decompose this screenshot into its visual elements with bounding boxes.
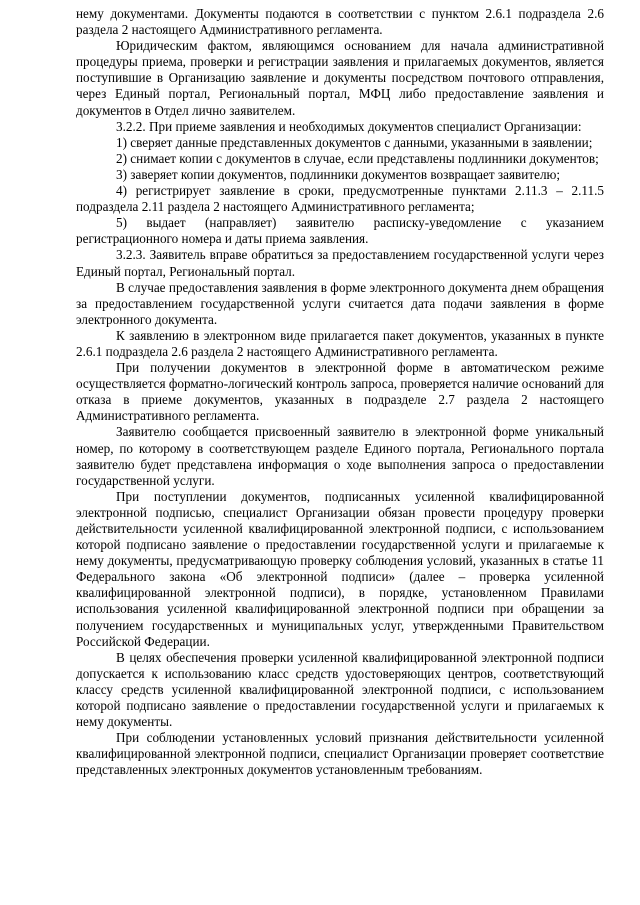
paragraph-3-2-2: 3.2.2. При приеме заявления и необходимых документов специалист Организации: [116,118,582,134]
paragraph-document-package: К заявлению в электронном виде прилагается пакет документов, указанных в пункте 2.6.1 подраздела 2.6 раздела 2 настоящего Административного регламента. [76,327,604,359]
document-page [76,6,604,779]
paragraph-legal-fact: Юридическим фактом, являющимся основанием для начала административной процедуры приема, проверки и регистрации заявления и прилагаемых документов, является поступившие в Организацию заявление и документы посредством почтового отправления, через Единый портал, Региональный портал, МФЦ либо предоставление заявления и документов в Отдел лично заявителем. [76,38,604,118]
paragraph-electronic-application-date: В случае предоставления заявления в форме электронного документа днем обращения за предоставлением государственной услуги считается дата подачи заявления в форме электронного документа. [76,279,604,327]
paragraph-signature-check: При поступлении документов, подписанных усиленной квалифицированной электронной подписью, специалист Организации обязан провести процедуру проверки действительности усиленной квалифицированной электронной подписи, с использованием которой подписано заявление о предоставлении государственной услуги и прилагаемые к нему документы, предусматривающую проверку соблюдения условий, указанных в статье 11 Федерального закона «Об электронной подписи» (далее – проверка усиленной квалифицированной электронной подписи), в порядке, установленном Правилами использования усиленной квалифицированной электронной подписи при обращении за получением государственных и муниципальных услуг, утвержденными Правительством Российской Федерации. [76,488,604,649]
list-item-2: 2) снимает копии с документов в случае, если представлены подлинники документов; [116,150,599,166]
list-item-1: 1) сверяет данные представленных документов с данными, указанными в заявлении; [116,134,593,150]
paragraph-format-control: При получении документов в электронной форме в автоматическом режиме осуществляется форматно-логический контроль запроса, проверяется наличие оснований для отказа в приеме документов, указанных в подразделе 2.7 раздела 2 настоящего Административного регламента. [76,360,604,424]
paragraph-validity-conditions: При соблюдении установленных условий признания действительности усиленной квалифицированной электронной подписи, специалист Организации проверяет соответствие представленных электронных документов установленным требованиям. [76,730,604,778]
paragraph-continuation: нему документами. Документы подаются в соответствии с пунктом 2.6.1 подраздела 2.6 раздела 2 настоящего Административного регламента. [76,6,604,38]
list-item-5: 5) выдает (направляет) заявителю расписку-уведомление с указанием регистрационного номера и даты приема заявления. [76,215,604,247]
list-item-4: 4) регистрирует заявление в сроки, предусмотренные пунктами 2.11.3 – 2.11.5 подраздела 2.11 раздела 2 настоящего Административного регламента; [76,183,604,215]
paragraph-certification-means: В целях обеспечения проверки усиленной квалифицированной электронной подписи допускается к использованию класс средств удостоверяющих центров, соответствующий классу средств усиленной квалифицированной электронной подписи, с использованием которой подписано заявление о предоставлении государственной услуги и прилагаемых к нему документы. [76,649,604,730]
paragraph-3-2-3: 3.2.3. Заявитель вправе обратиться за предоставлением государственной услуги через Единый портал, Региональный портал. [76,247,604,279]
paragraph-unique-number: Заявителю сообщается присвоенный заявителю в электронной форме уникальный номер, по которому в соответствующем разделе Единого портала, Регионального портала заявителю будет представлена информация о ходе выполнения запроса о предоставлении государственной услуги. [76,424,604,488]
list-item-3: 3) заверяет копии документов, подлинники документов возвращает заявителю; [116,166,561,182]
